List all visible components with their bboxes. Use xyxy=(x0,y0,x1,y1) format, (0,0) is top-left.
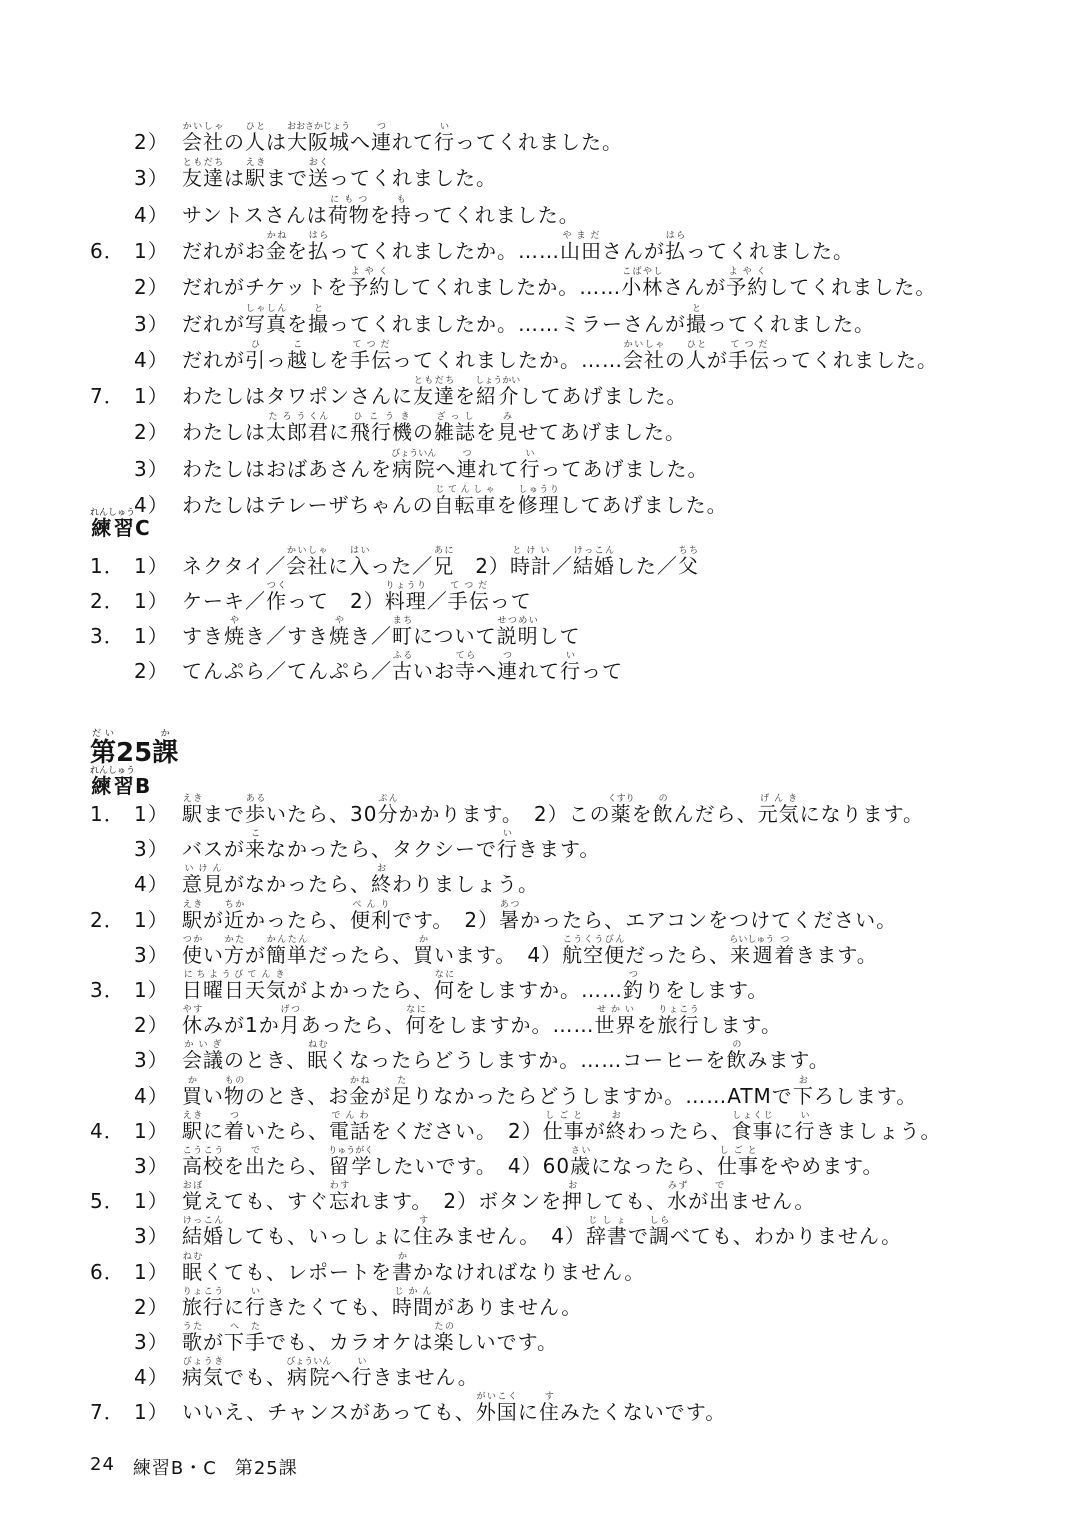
sub-item-number: 1） xyxy=(134,1189,169,1214)
exercise-text: バスが来こなかったら、タクシーで行いきます。 xyxy=(182,829,601,862)
item-number: 3． xyxy=(90,978,125,1002)
lesson25-title: 第だい 25 課か xyxy=(90,729,179,768)
sub-item-number: 3） xyxy=(134,1330,169,1354)
sub-item-number: 1） xyxy=(134,978,169,1002)
exercise-text: わたしは太郎たろう君くんに飛行機ひこうきの雑誌ざっしを見みせてあげました。 xyxy=(182,412,686,445)
sub-item-number: 3） xyxy=(134,942,169,967)
exercise-line xyxy=(90,966,1054,1002)
exercise-line xyxy=(90,1353,1054,1389)
sub-item-number: 3） xyxy=(134,1048,169,1073)
lesson25-exercise-b-heading: 練習れんしゅう B xyxy=(90,766,151,798)
exercise-text: だれが引ひっ越こしを手伝てつだってくれましたか。……会社かいしゃの人ひとが手伝てつだってくれました。 xyxy=(182,339,938,372)
exercise-line xyxy=(90,1177,1054,1213)
exercise-text: 日曜日にちようび天気てんきがよかったら、何なにをしますか。……釣つりをします。 xyxy=(182,970,769,1002)
item-number: 6． xyxy=(90,238,125,263)
exercise-text: わたしはおばあさんを病院びょういんへ連つれて行いってあげました。 xyxy=(182,448,709,481)
exercise-text: てんぷら／てんぷら／古ふるいお寺てらへ連つれて行いって xyxy=(182,651,623,683)
exercise-text: 休やすみが1か月げつあったら、何なにをしますか。……世界せかいを旅行りょこうします。 xyxy=(182,1005,782,1038)
item-number: 7． xyxy=(90,384,125,409)
exercise-line xyxy=(90,1318,1054,1354)
page-number: 24 xyxy=(90,1454,115,1475)
exercise-line xyxy=(90,790,1054,826)
sub-item-number: 4） xyxy=(134,1083,169,1108)
sub-item-number: 4） xyxy=(134,872,169,897)
sub-item-number: 2） xyxy=(134,659,169,683)
exercise-line xyxy=(90,931,1054,967)
exercise-line xyxy=(90,896,1054,932)
exercise-line xyxy=(90,825,1054,861)
item-number: 3． xyxy=(90,624,125,648)
exercise-line xyxy=(90,191,1054,227)
sub-item-number: 3） xyxy=(134,1224,169,1249)
sub-item-number: 3） xyxy=(134,1154,169,1178)
exercise-line xyxy=(90,372,1054,408)
sub-item-number: 2） xyxy=(134,1294,169,1319)
exercise-line xyxy=(90,118,1054,154)
exercise-text: 駅えきまで歩あるいたら、30分ぷんかかります。 2）この薬くすりを飲のんだら、元気げんきになります。 xyxy=(182,794,924,826)
lesson24-exercise-c-heading: 練習れんしゅう C xyxy=(90,508,150,540)
sub-item-number: 4） xyxy=(134,202,169,227)
exercise-text: 意見いけんがなかったら、終おわりましょう。 xyxy=(182,864,539,897)
exercise-line xyxy=(90,154,1054,190)
footer-section: 練習B・C xyxy=(132,1458,217,1479)
exercise-line xyxy=(90,408,1054,444)
exercise-line xyxy=(90,612,1054,648)
exercise-text: 会議かいぎのとき、眠ねむくなったらどうしますか。……コーヒーを飲のみます。 xyxy=(182,1040,830,1073)
exercise-text: ケーキ／作つくって 2）料理りょうり／手伝てつだって xyxy=(182,581,532,613)
exercise-line xyxy=(90,1001,1054,1037)
sub-item-number: 4） xyxy=(134,347,169,372)
sub-item-number: 2） xyxy=(134,275,169,300)
sub-item-number: 4） xyxy=(134,1365,169,1390)
sub-item-number: 1） xyxy=(134,802,169,826)
exercise-line xyxy=(90,1036,1054,1072)
exercise-line xyxy=(90,1283,1054,1319)
exercise-line xyxy=(90,300,1054,336)
sub-item-number: 2） xyxy=(134,1013,169,1038)
exercise-line xyxy=(90,481,1054,517)
exercise-text: だれが写真しゃしんを撮とってくれましたか。……ミラーさんが撮とってくれました。 xyxy=(182,303,875,336)
exercise-text: 覚おぼえても、すぐ忘わすれます。 2）ボタンを押おしても、水みずが出でません。 xyxy=(182,1181,816,1214)
item-number: 2． xyxy=(90,907,125,932)
exercise-line xyxy=(90,1107,1054,1143)
sub-item-number: 1） xyxy=(134,907,169,932)
sub-item-number: 3） xyxy=(134,456,169,481)
sub-item-number: 1） xyxy=(134,1118,169,1143)
exercise-text: だれがチケットを予約よやくしてくれましたか。……小林こばやしさんが予約よやくしてくれました。 xyxy=(182,267,937,300)
footer-lesson: 第25課 xyxy=(234,1458,298,1479)
exercise-text: 結婚けっこんしても、いっしょに住すみません。 4）辞書じしょで調しらべても、わかりません。 xyxy=(182,1216,903,1249)
sub-item-number: 2） xyxy=(134,130,169,154)
exercise-line xyxy=(90,263,1054,299)
exercise-line xyxy=(90,542,1054,578)
exercise-line xyxy=(90,1248,1054,1284)
sub-item-number: 1） xyxy=(134,554,169,578)
exercise-text: 買かい物もののとき、お金かねが足たりなかったらどうしますか。……ATMで下おろします。 xyxy=(182,1075,918,1108)
exercise-text: 高校こうこうを出でたら、留学りゅうがくしたいです。 4）60歳さいになったら、仕事しごとをやめます。 xyxy=(182,1146,884,1178)
item-number: 6． xyxy=(90,1259,125,1284)
exercise-text: わたしはタワポンさんに友達ともだちを紹介しょうかいしてあげました。 xyxy=(182,376,688,409)
exercise-line xyxy=(90,445,1054,481)
exercise-text: 歌うたが下手へたでも、カラオケは楽たのしいです。 xyxy=(182,1322,559,1354)
exercise-text: 駅えきが近ちかかったら、便利べんりです。 2）暑あつかったら、エアコンをつけてください。 xyxy=(182,899,898,932)
exercise-line xyxy=(90,1072,1054,1108)
exercise-line xyxy=(90,1212,1054,1248)
sub-item-number: 1） xyxy=(134,384,169,409)
exercise-line xyxy=(90,577,1054,613)
item-number: 5． xyxy=(90,1189,125,1214)
item-number: 7． xyxy=(90,1400,125,1425)
sub-item-number: 1） xyxy=(134,1400,169,1425)
page-footer xyxy=(90,1454,298,1480)
sub-item-number: 1） xyxy=(134,589,169,613)
exercise-text: いいえ、チャンスがあっても、外国がいこくに住すみたくないです。 xyxy=(182,1392,727,1425)
sub-item-number: 3） xyxy=(134,166,169,191)
item-number: 2． xyxy=(90,589,125,613)
sub-item-number: 2） xyxy=(134,420,169,445)
exercise-text: 旅行りょこうに行いきたくても、時間じかんがありません。 xyxy=(182,1286,583,1319)
exercise-text: 病気びょうきでも、病院びょういんへ行いきません。 xyxy=(182,1357,479,1390)
item-number: 1． xyxy=(90,802,125,826)
exercise-text: 眠ねむくても、レポートを書かかなければなりません。 xyxy=(182,1251,646,1284)
sub-item-number: 1） xyxy=(134,1259,169,1284)
sub-item-number: 1） xyxy=(134,238,169,263)
exercise-text: サントスさんは荷物にもつを持もってくれました。 xyxy=(182,194,580,227)
item-number: 4． xyxy=(90,1118,125,1143)
exercise-text: ネクタイ／会社かいしゃに入はいった／兄あに 2）時計とけい／結婚けっこんした／父ちち xyxy=(182,546,699,578)
exercise-line xyxy=(90,1142,1054,1178)
sub-item-number: 3） xyxy=(134,837,169,862)
exercise-line xyxy=(90,336,1054,372)
exercise-text: 友達ともだちは駅えきまで送おくってくれました。 xyxy=(182,158,497,191)
exercise-text: 駅えきに着ついたら、電話でんわをください。 2）仕事しごとが終おわったら、食事しょくじに行いきましょう。 xyxy=(182,1110,942,1143)
sub-item-number: 1） xyxy=(134,624,169,648)
item-number: 1． xyxy=(90,554,125,578)
sub-item-number: 3） xyxy=(134,311,169,336)
exercise-text: だれがお金かねを払はらってくれましたか。……山田やまださんが払はらってくれました。 xyxy=(182,230,854,263)
sub-item-number: 4） xyxy=(134,493,169,517)
exercise-text: 使つかい方かたが簡単かんたんだったら、買かいます。 4）航空便こうくうびんだったら、来週らいしゅう着つきます。 xyxy=(182,934,878,967)
exercise-line xyxy=(90,647,1054,683)
exercise-line xyxy=(90,227,1054,263)
exercise-text: 会社かいしゃの人ひとは大阪城おおさかじょうへ連つれて行いってくれました。 xyxy=(182,122,624,154)
exercise-text: すき焼やき／すき焼やき／町まちについて説明せつめいして xyxy=(182,616,581,648)
exercise-line xyxy=(90,860,1054,896)
exercise-text: わたしはテレーザちゃんの自転車じてんしゃを修理しゅうりしてあげました。 xyxy=(182,485,728,517)
exercise-line xyxy=(90,1388,1054,1424)
